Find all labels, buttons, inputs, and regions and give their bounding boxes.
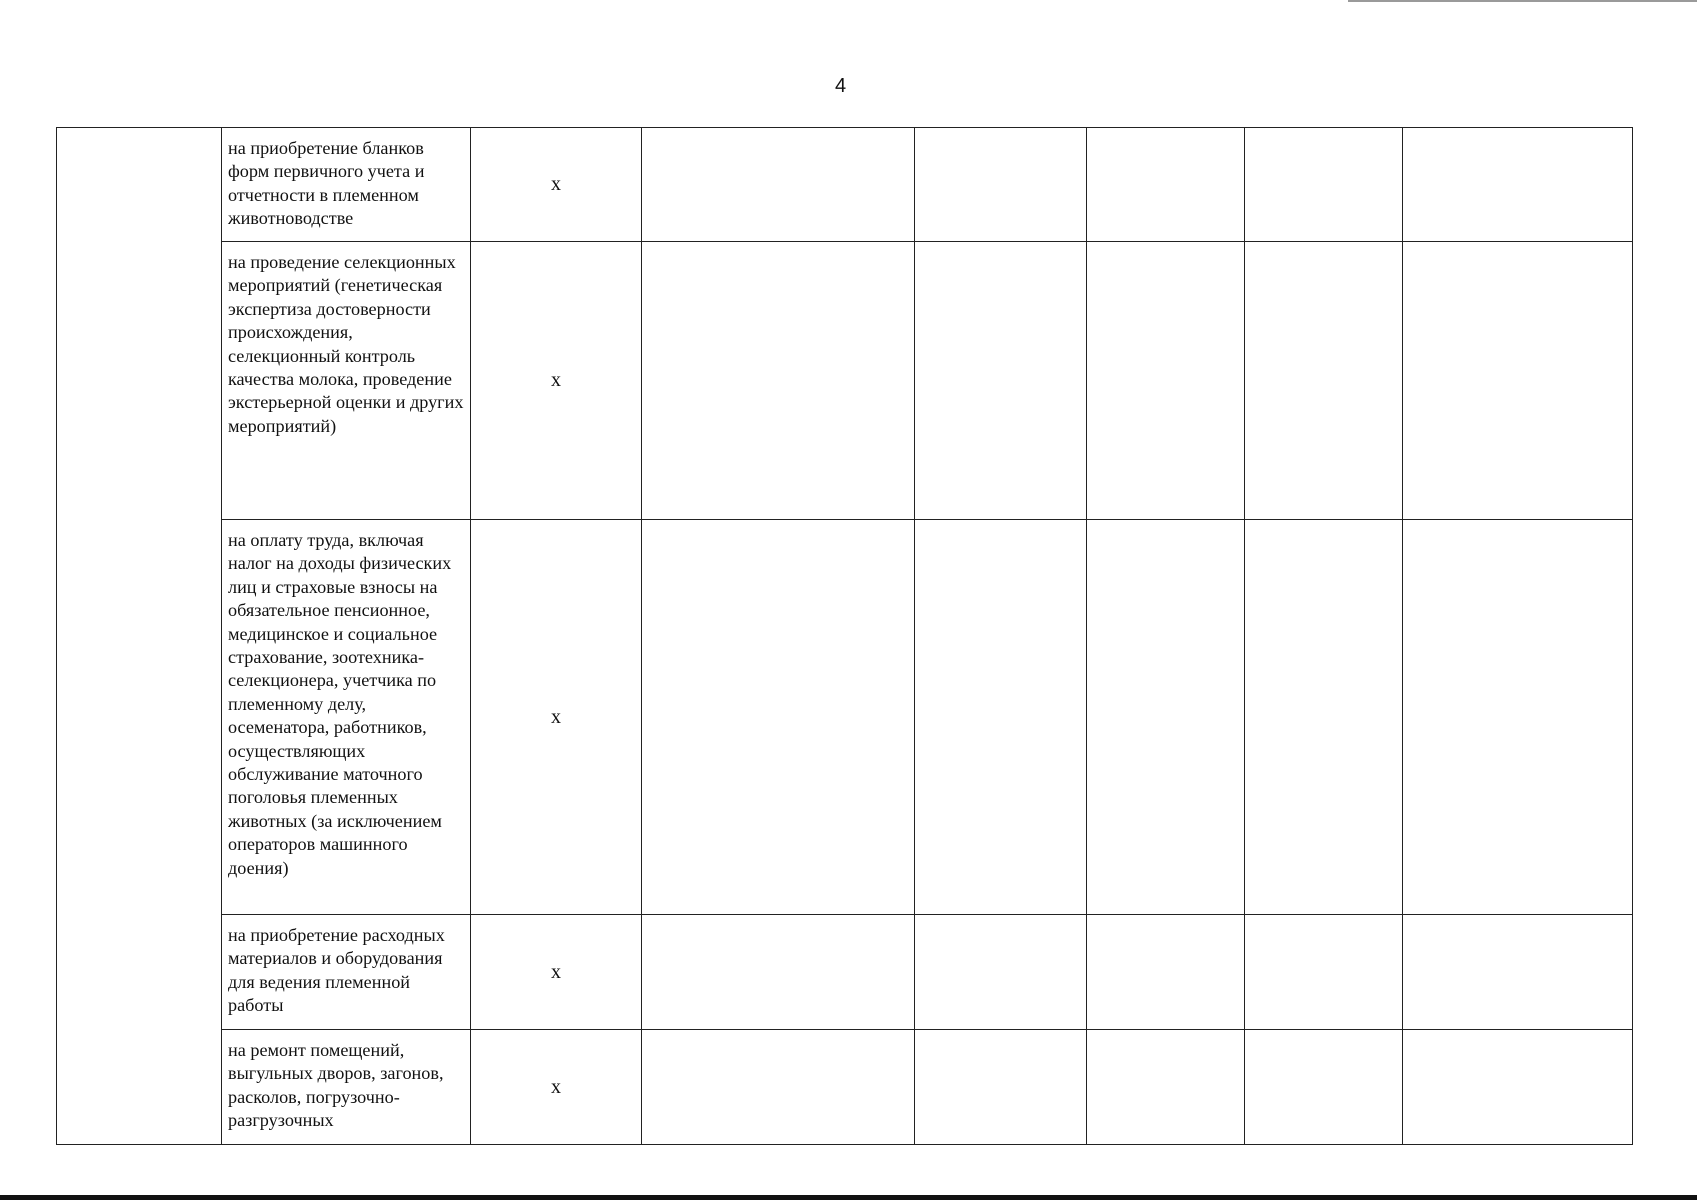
empty-cell xyxy=(915,128,1087,242)
table-row xyxy=(57,128,1633,242)
row-mark: х xyxy=(471,520,642,915)
expense-table xyxy=(56,127,1633,1145)
empty-cell xyxy=(1403,915,1633,1030)
empty-cell xyxy=(915,520,1087,915)
empty-cell xyxy=(1245,128,1403,242)
empty-cell xyxy=(1403,128,1633,242)
bottom-edge-bar xyxy=(0,1195,1697,1200)
empty-cell xyxy=(915,1030,1087,1145)
row-description: на ремонт помещений, выгульных дворов, загонов, расколов, погрузочно-разгрузочных xyxy=(222,1030,471,1145)
empty-cell xyxy=(1087,128,1245,242)
empty-cell xyxy=(642,915,915,1030)
row-description: на оплату труда, включая налог на доходы физических лиц и страховые взносы на обязательное пенсионное, медицинское и социальное страхование, зоотехника-селекционера, учетчика по племенному делу, осеменатора, работников, осуществляющих обслуживание маточного поголовья племенных животных (за исключением операторов машинного доения) xyxy=(222,520,471,915)
empty-cell xyxy=(1245,1030,1403,1145)
table-row xyxy=(57,242,1633,520)
row-description: на приобретение бланков форм первичного учета и отчетности в племенном животноводстве xyxy=(222,128,471,242)
empty-cell xyxy=(1245,520,1403,915)
row-description: на приобретение расходных материалов и оборудования для ведения племенной работы xyxy=(222,915,471,1030)
row-mark: х xyxy=(471,242,642,520)
empty-cell xyxy=(1087,1030,1245,1145)
empty-cell xyxy=(642,520,915,915)
empty-cell xyxy=(1403,1030,1633,1145)
row-mark: х xyxy=(471,128,642,242)
row-description: на проведение селекционных мероприятий (генетическая экспертиза достоверности происхождения, селекционный контроль качества молока, проведение экстерьерной оценки и других мероприятий) xyxy=(222,242,471,520)
first-column-cell xyxy=(57,128,222,1145)
table-row xyxy=(57,520,1633,915)
empty-cell xyxy=(915,915,1087,1030)
empty-cell xyxy=(915,242,1087,520)
top-edge-line xyxy=(1348,0,1697,2)
empty-cell xyxy=(642,1030,915,1145)
empty-cell xyxy=(1245,915,1403,1030)
empty-cell xyxy=(642,128,915,242)
empty-cell xyxy=(642,242,915,520)
empty-cell xyxy=(1403,242,1633,520)
table-row xyxy=(57,915,1633,1030)
page-number: 4 xyxy=(835,75,847,97)
empty-cell xyxy=(1087,520,1245,915)
empty-cell xyxy=(1087,915,1245,1030)
table-row xyxy=(57,1030,1633,1145)
row-mark: х xyxy=(471,915,642,1030)
row-mark: х xyxy=(471,1030,642,1145)
empty-cell xyxy=(1245,242,1403,520)
empty-cell xyxy=(1403,520,1633,915)
empty-cell xyxy=(1087,242,1245,520)
